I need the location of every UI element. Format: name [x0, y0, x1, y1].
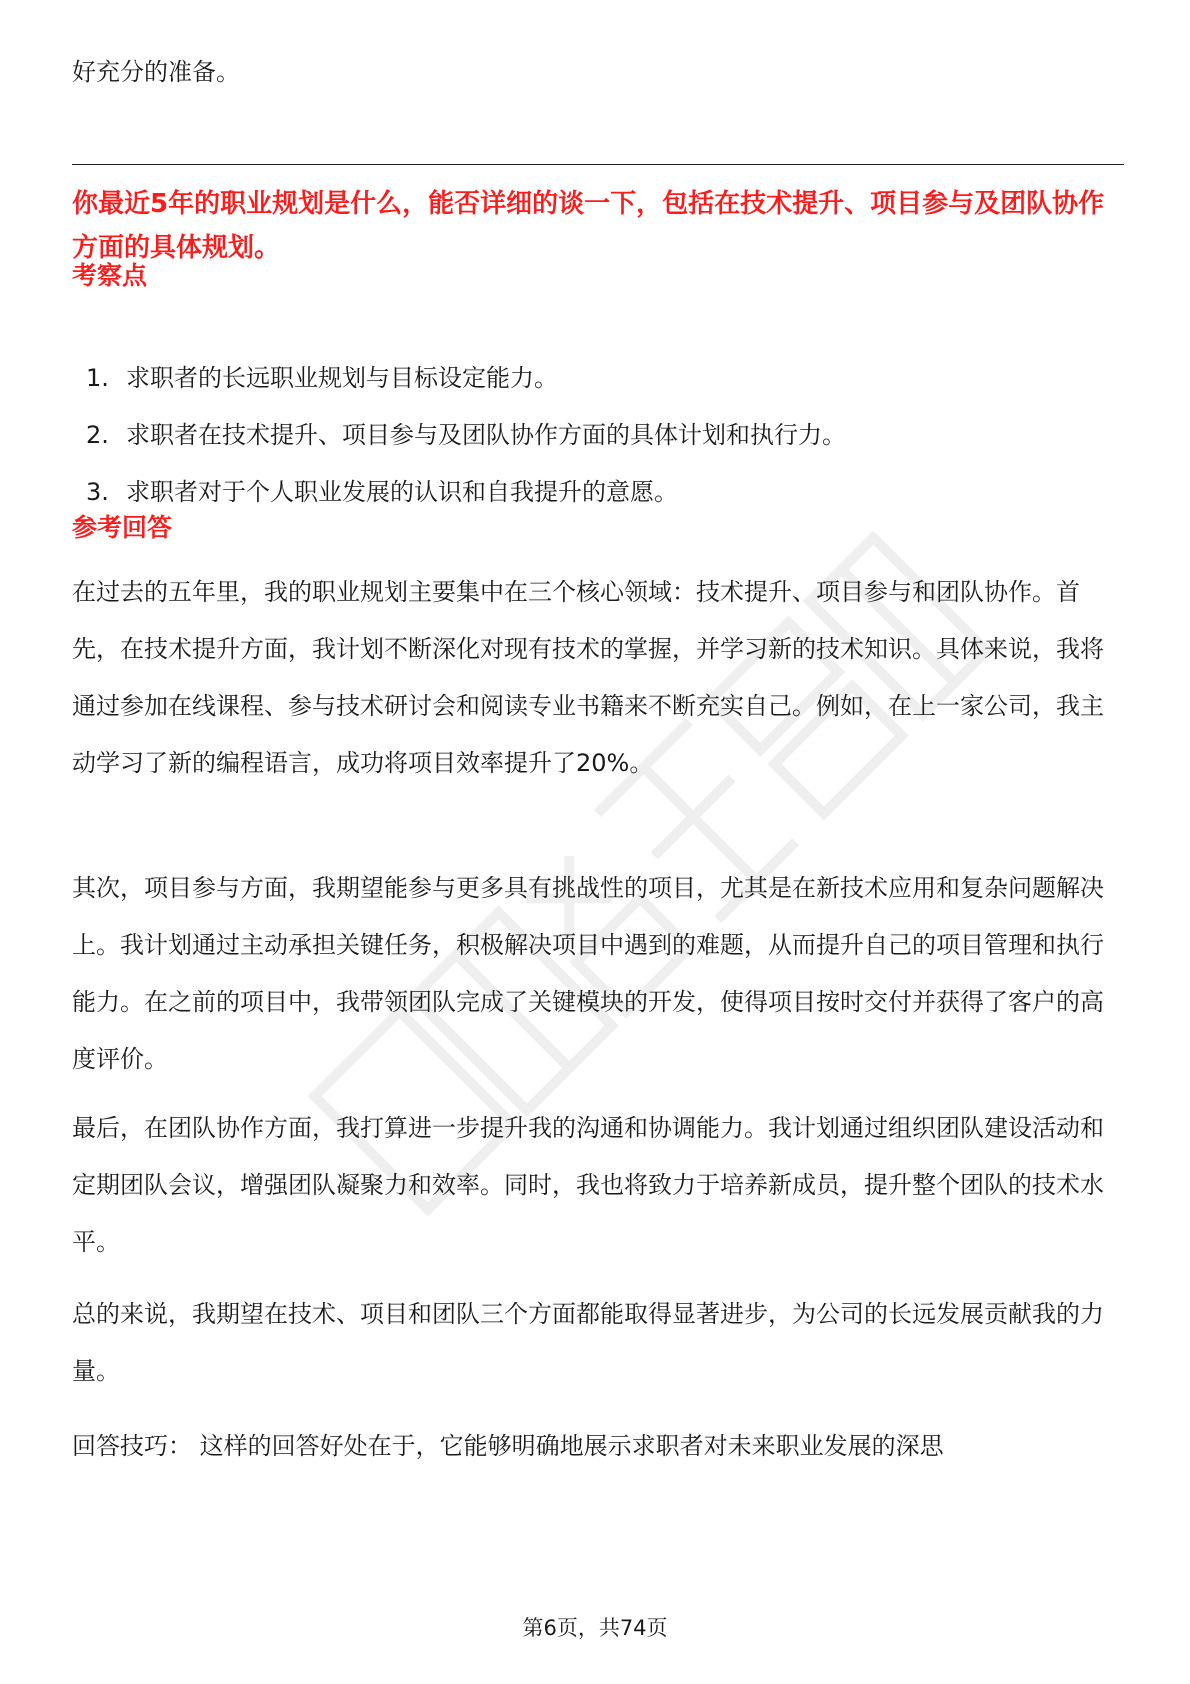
section-divider — [72, 164, 1124, 165]
list-item-number: 1. — [86, 364, 109, 392]
question-heading: 你最近5年的职业规划是什么，能否详细的谈一下，包括在技术提升、项目参与及团队协作方面的具体规划。 — [72, 189, 1105, 263]
list-item-number: 3. — [86, 478, 109, 506]
answer-paragraph-2: 其次，项目参与方面，我期望能参与更多具有挑战性的项目，尤其是在新技术应用和复杂问题解决上。我计划通过主动承担关键任务，积极解决项目中遇到的难题，从而提升自己的项目管理和执行能力。在之前的项目中，我带领团队完成了关键模块的开发，使得项目按时交付并获得了客户的高度评价。 — [72, 874, 1104, 1073]
list-item — [86, 407, 846, 464]
list-item-text: 求职者在技术提升、项目参与及团队协作方面的具体计划和执行力。 — [126, 421, 846, 449]
answer-tips-text: 回答技巧： 这样的回答好处在于，它能够明确地展示求职者对未来职业发展的深思 — [72, 1432, 944, 1460]
page-number-footer: 第6页，共74页 — [522, 1616, 668, 1640]
exam-points-list — [86, 350, 846, 521]
top-fragment-text: 好充分的准备。 — [72, 58, 240, 86]
list-item-number: 2. — [86, 421, 109, 449]
exam-points-label: 考察点 — [72, 261, 148, 290]
answer-paragraph-3: 最后，在团队协作方面，我打算进一步提升我的沟通和协调能力。我计划通过组织团队建设活动和定期团队会议，增强团队凝聚力和效率。同时，我也将致力于培养新成员，提升整个团队的技术水平。 — [72, 1114, 1104, 1256]
list-item — [86, 350, 846, 407]
list-item-text: 求职者对于个人职业发展的认识和自我提升的意愿。 — [126, 478, 678, 506]
reference-answer-label: 参考回答 — [72, 513, 173, 542]
answer-paragraph-1: 在过去的五年里，我的职业规划主要集中在三个核心领域：技术提升、项目参与和团队协作。首先，在技术提升方面，我计划不断深化对现有技术的掌握，并学习新的技术知识。具体来说，我将通过参加在线课程、参与技术研讨会和阅读专业书籍来不断充实自己。例如，在上一家公司，我主动学习了新的编程语言，成功将项目效率提升了20%。 — [72, 578, 1104, 777]
answer-paragraph-4: 总的来说，我期望在技术、项目和团队三个方面都能取得显著进步，为公司的长远发展贡献我的力量。 — [72, 1300, 1104, 1385]
list-item-text: 求职者的长远职业规划与目标设定能力。 — [126, 364, 558, 392]
